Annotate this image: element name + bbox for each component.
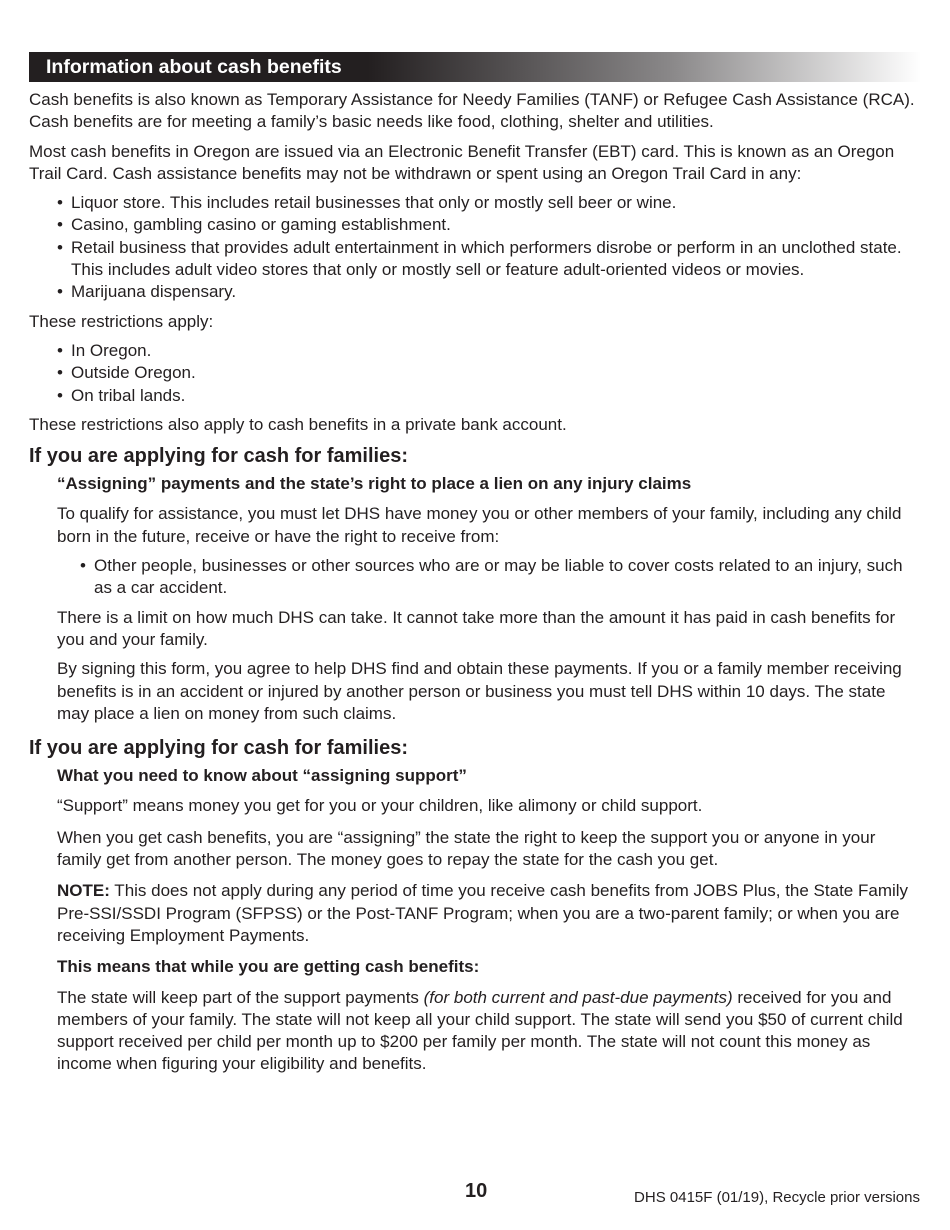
list-item: • On tribal lands. bbox=[57, 385, 186, 405]
assigning-paragraph: When you get cash benefits, you are “assigning” the state the right to keep the support you or anyone in your family get from another person. The money goes to repay the state for the cash you get. bbox=[57, 827, 876, 870]
page-number: 10 bbox=[465, 1180, 488, 1202]
section-heading: If you are applying for cash for families: bbox=[29, 737, 408, 760]
bank-restrictions: These restrictions also apply to cash benefits in a private bank account. bbox=[29, 414, 567, 434]
list-item: • Outside Oregon. bbox=[57, 363, 196, 383]
qualify-paragraph: To qualify for assistance, you must let DHS have money you or other members of your family, including any child born in the future, receive or have the right to receive from: bbox=[57, 504, 902, 546]
keep-support-paragraph: The state will keep part of the support payments (for both current and past-due payments) received for you and members of your family. The state will not keep all your child support. The state will send you $50 of current child support received per child per month up to $200 per family per month. The state will not count this money as income when figuring your eligibility and benefits. bbox=[57, 987, 903, 1074]
form-id: DHS 0415F (01/19), Recycle prior versions bbox=[634, 1189, 920, 1206]
subsection-heading: “Assigning” payments and the state’s right to place a lien on any injury claims bbox=[57, 474, 692, 494]
restrictions-intro: These restrictions apply: bbox=[29, 311, 214, 331]
signing-paragraph: By signing this form, you agree to help DHS find and obtain these payments. If you or a family member receiving benefits is in an accident or injured by another person or business you must tell DHS within 10 days. The state may place a lien on money from such claims. bbox=[57, 659, 902, 723]
list-item: • Marijuana dispensary. bbox=[57, 282, 237, 302]
liable-sources-list bbox=[57, 555, 921, 600]
restriction-locations-list bbox=[29, 340, 921, 407]
list-item: • Casino, gambling casino or gaming establishment. bbox=[57, 215, 451, 235]
list-item: • In Oregon. bbox=[57, 340, 152, 360]
subsection-heading: What you need to know about “assigning support” bbox=[57, 766, 467, 786]
intro-paragraph: Cash benefits is also known as Temporary Assistance for Needy Families (TANF) or Refugee Cash Assistance (RCA). Cash benefits are for meeting a family’s basic needs like food, clothing, shelter and utilities. bbox=[29, 90, 915, 132]
support-definition: “Support” means money you get for you or your children, like alimony or child support. bbox=[57, 796, 703, 816]
section-banner: Information about cash benefits bbox=[29, 52, 921, 82]
ebt-paragraph: Most cash benefits in Oregon are issued via an Electronic Benefit Transfer (EBT) card. This is known as an Oregon Trail Card. Cash assistance benefits may not be withdrawn or spent using an Oregon Trail Card in any: bbox=[29, 141, 895, 183]
lien-section bbox=[29, 473, 921, 725]
subsection-heading: This means that while you are getting cash benefits: bbox=[57, 957, 480, 977]
note-paragraph: NOTE: This does not apply during any period of time you receive cash benefits from JOBS Plus, the State Family Pre-SSI/SSDI Program (SFPSS) or the Post-TANF Program; when you are a two-parent family; or when you are receiving Employment Payments. bbox=[57, 881, 909, 945]
limit-paragraph: There is a limit on how much DHS can take. It cannot take more than the amount it has paid in cash benefits for you and your family. bbox=[57, 607, 896, 649]
list-item: • Liquor store. This includes retail businesses that only or mostly sell beer or wine. bbox=[57, 193, 677, 213]
prohibited-places-list bbox=[29, 192, 921, 303]
section-heading: If you are applying for cash for families: bbox=[29, 445, 408, 468]
document-page bbox=[29, 52, 921, 1083]
list-item: • Other people, businesses or other sources who are or may be liable to cover costs related to an injury, such as a car accident. bbox=[80, 556, 903, 598]
list-item: • Retail business that provides adult entertainment in which performers disrobe or perform in an unclothed state. This includes adult video stores that only or mostly sell or feature adult-oriented videos or movies. bbox=[57, 237, 902, 280]
support-section bbox=[29, 765, 921, 1076]
note-label: NOTE: bbox=[57, 881, 110, 901]
